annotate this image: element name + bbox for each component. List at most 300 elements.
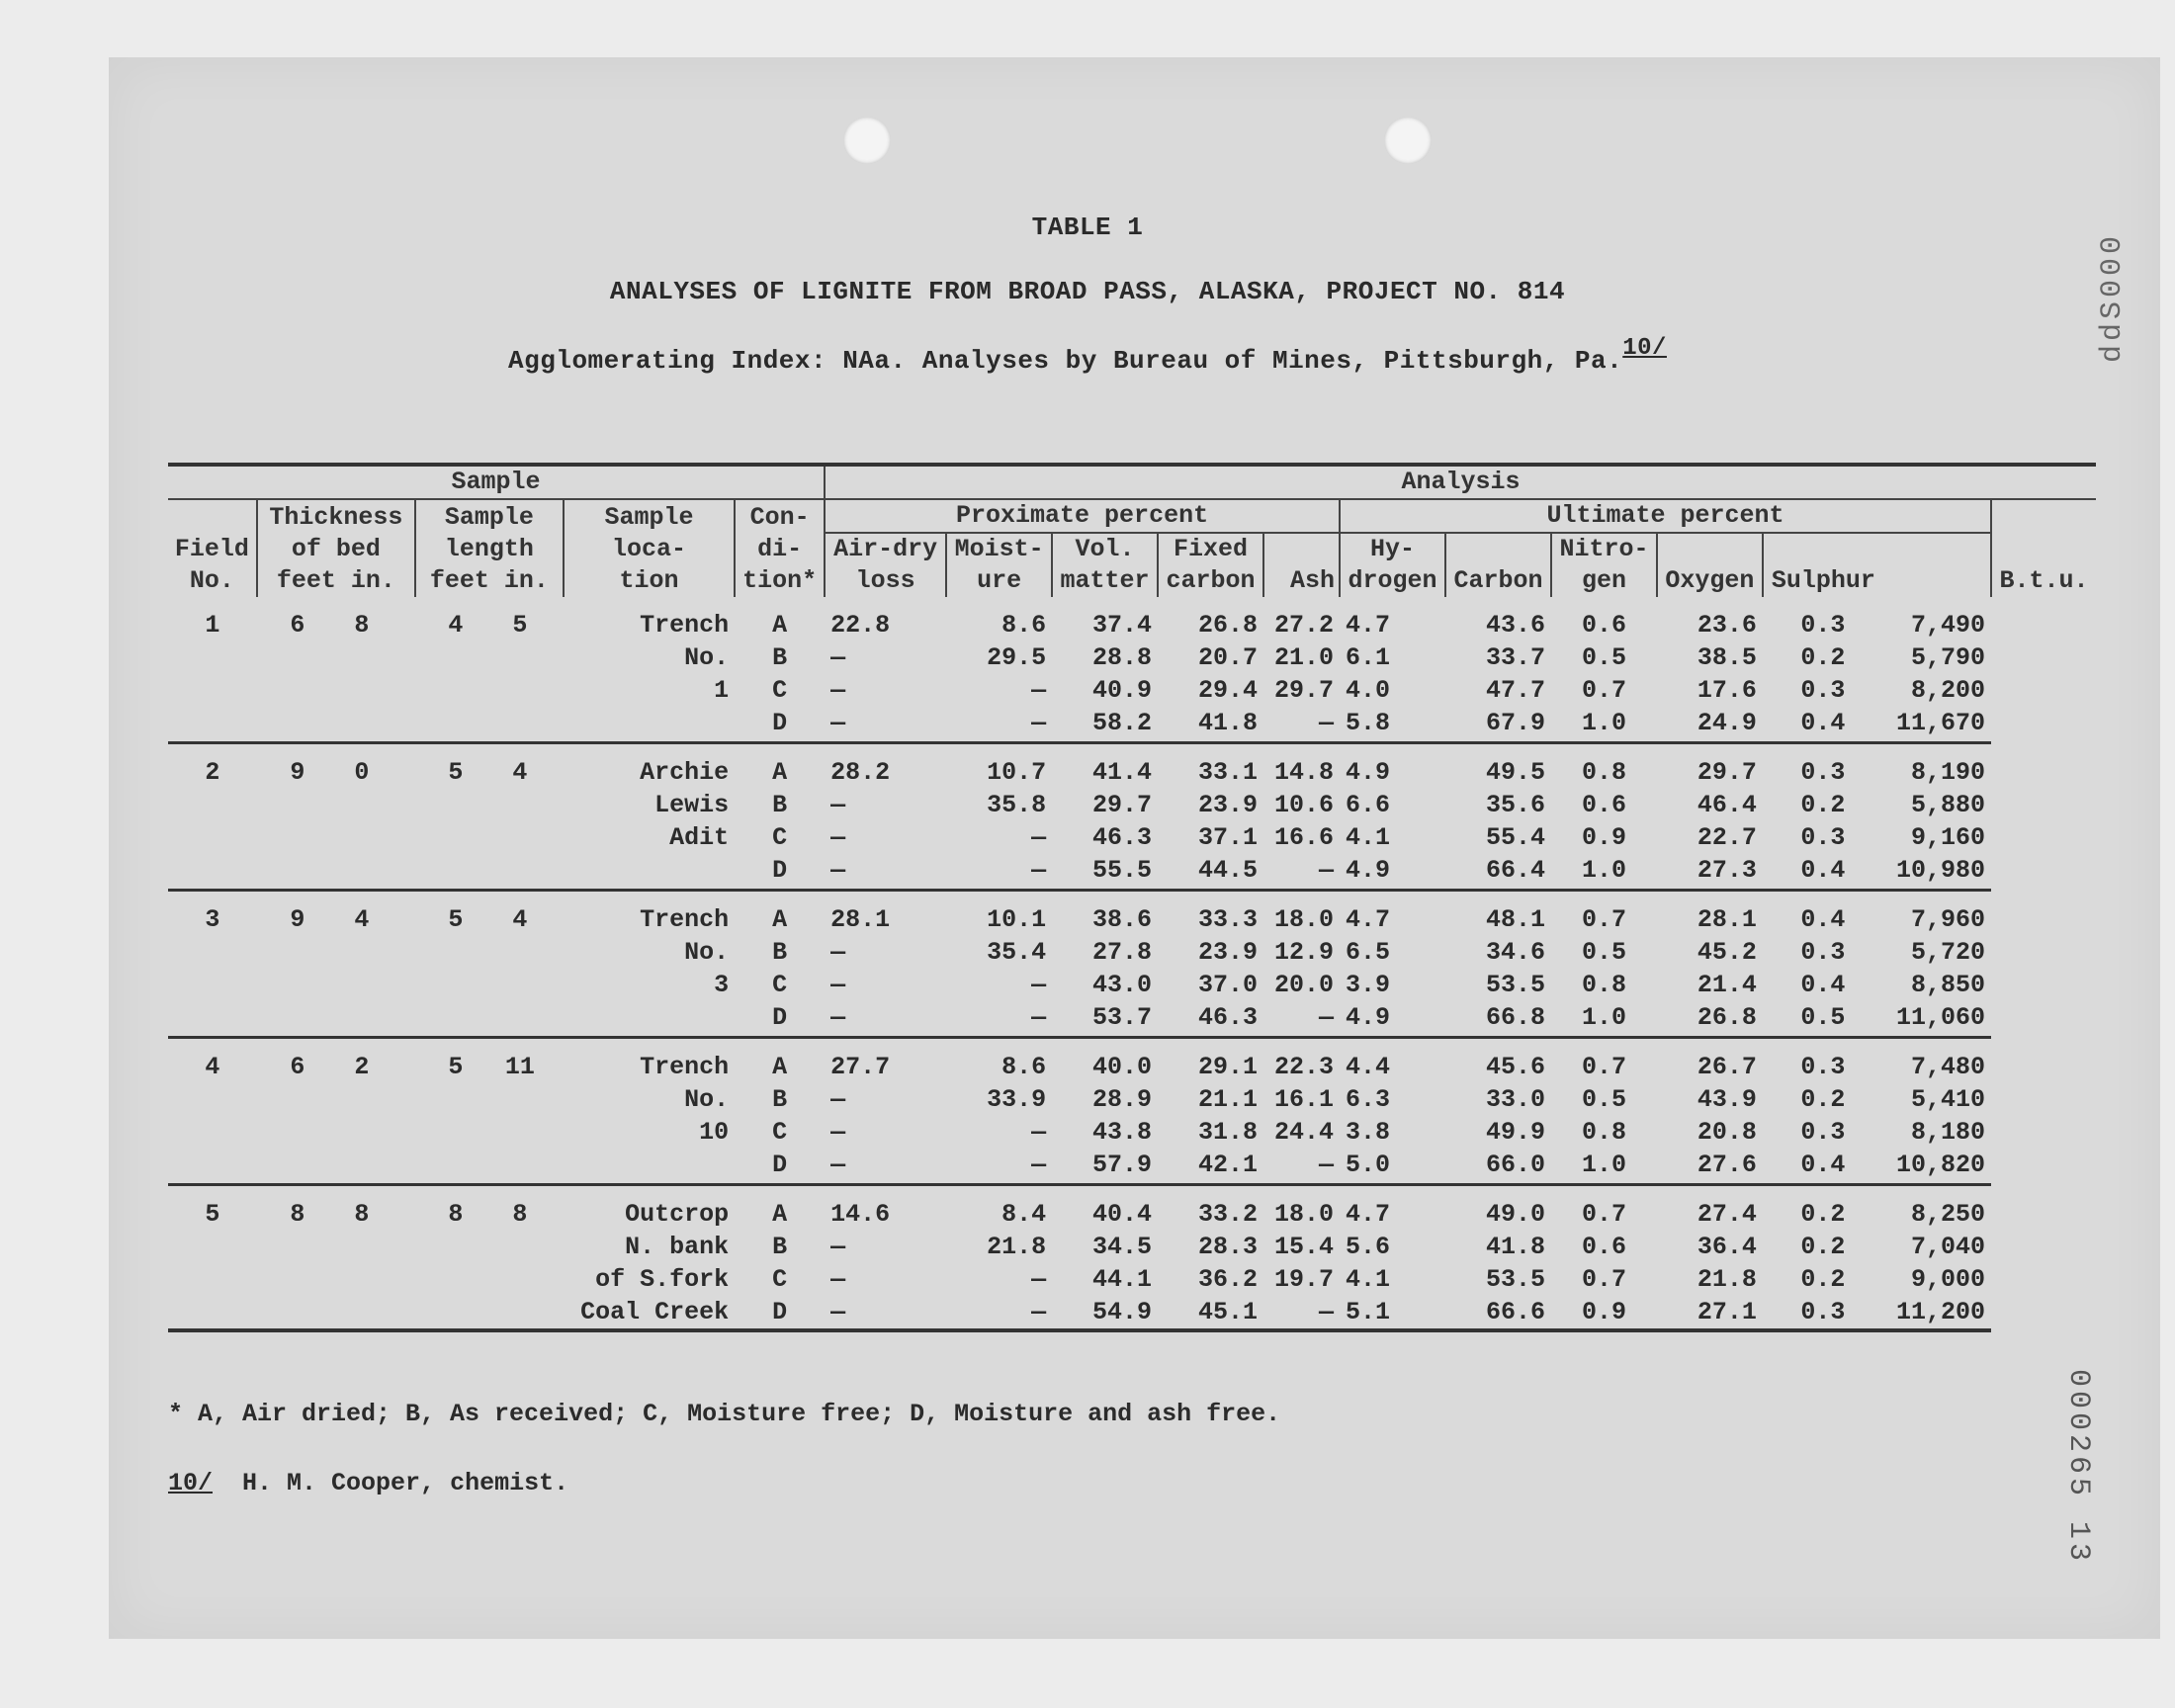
oxygen-cell: 26.8 (1657, 1001, 1763, 1038)
thickness-cell-feet: 8 (290, 1200, 305, 1229)
location-cell: Trench (640, 611, 730, 640)
btu-cell: 9,160 (1910, 823, 1985, 852)
nitrogen-cell: 0.5 (1581, 643, 1626, 672)
ash-cell: 18.0 (1274, 1200, 1335, 1229)
thickness-cell (257, 674, 415, 707)
condition-cell: D (735, 1296, 825, 1330)
condition-cell: C (772, 971, 788, 999)
length-cell-inches: 5 (512, 611, 528, 640)
carbon-cell: 43.6 (1485, 611, 1545, 640)
punch-hole (843, 117, 891, 164)
nitrogen-cell: 0.5 (1581, 938, 1626, 967)
hydrogen-cell: 5.6 (1346, 1233, 1391, 1261)
col-nitrogen-header: Nitro- gen (1551, 533, 1657, 597)
vol-matter-cell: 58.2 (1052, 707, 1158, 743)
carbon-cell: 33.0 (1485, 1085, 1545, 1114)
thickness-cell (257, 641, 415, 674)
sulphur-cell: 0.3 (1800, 758, 1846, 787)
vol-matter-cell: 28.8 (1092, 643, 1153, 672)
fixed-carbon-cell: 21.1 (1198, 1085, 1259, 1114)
airdry-cell: — (830, 1265, 846, 1294)
btu-cell: 8,180 (1910, 1118, 1985, 1147)
length-cell (415, 597, 564, 641)
field-no-cell (168, 969, 257, 1001)
location-cell: Coal Creek (564, 1296, 735, 1330)
airdry-cell: — (830, 938, 846, 967)
carbon-cell: 41.8 (1485, 1233, 1545, 1261)
carbon-cell: 66.6 (1445, 1296, 1551, 1330)
sulphur-cell: 0.3 (1800, 823, 1846, 852)
field-no-cell (168, 1083, 257, 1116)
field-no-cell: 2 (205, 758, 220, 787)
ash-cell: — (1263, 1001, 1340, 1038)
field-no-cell: 3 (205, 905, 220, 934)
thickness-cell-feet: 9 (290, 905, 305, 934)
fixed-carbon-cell: 33.3 (1198, 905, 1259, 934)
carbon-cell: 66.8 (1445, 1001, 1551, 1038)
location-cell: N. bank (625, 1233, 730, 1261)
fixed-carbon-cell: 20.7 (1198, 643, 1259, 672)
thickness-cell (257, 1231, 415, 1263)
sulphur-cell: 0.3 (1800, 1053, 1846, 1081)
moisture-cell: — (946, 707, 1052, 743)
btu-cell: 8,250 (1910, 1200, 1985, 1229)
ash-cell: — (1263, 1149, 1340, 1185)
moisture-cell: — (946, 1296, 1052, 1330)
vol-matter-cell: 43.8 (1092, 1118, 1153, 1147)
airdry-cell: — (830, 1085, 846, 1114)
sulphur-cell: 0.5 (1763, 1001, 1883, 1038)
condition-cell: A (772, 1053, 788, 1081)
ash-cell: 14.8 (1274, 758, 1335, 787)
length-cell (415, 1296, 564, 1330)
analysis-table-body (168, 597, 2096, 1330)
thickness-cell-feet: 6 (290, 1053, 305, 1081)
ash-cell: 24.4 (1274, 1118, 1335, 1147)
col-airdry-header: Air-dry loss (825, 533, 946, 597)
length-cell-inches: 4 (512, 758, 528, 787)
sulphur-cell: 0.4 (1763, 1149, 1883, 1185)
nitrogen-cell: 0.8 (1581, 758, 1626, 787)
length-cell-feet: 5 (448, 758, 464, 787)
btu-cell: 8,200 (1910, 676, 1985, 705)
thickness-cell (257, 743, 415, 790)
btu-cell: 5,790 (1910, 643, 1985, 672)
airdry-cell: — (830, 823, 846, 852)
condition-cell: B (772, 938, 788, 967)
field-no-cell (168, 821, 257, 854)
ash-cell: 20.0 (1274, 971, 1335, 999)
location-cell: of S.fork (595, 1265, 730, 1294)
ash-cell: 16.6 (1274, 823, 1335, 852)
location-cell: Trench (640, 905, 730, 934)
sulphur-cell: 0.2 (1800, 643, 1846, 672)
chemist-footnote-ref: 10/ (168, 1469, 214, 1497)
vol-matter-cell: 55.5 (1052, 854, 1158, 891)
moisture-cell: 33.9 (987, 1085, 1047, 1114)
thickness-cell-inches: 2 (354, 1053, 370, 1081)
location-cell: Trench (640, 1053, 730, 1081)
ash-cell: — (1263, 1296, 1340, 1330)
field-no-cell (168, 674, 257, 707)
condition-cell: D (735, 1001, 825, 1038)
fixed-carbon-cell: 23.9 (1198, 791, 1259, 819)
hydrogen-cell: 5.0 (1340, 1149, 1445, 1185)
carbon-cell: 49.0 (1485, 1200, 1545, 1229)
table-title: TABLE 1 (1031, 213, 1144, 242)
table-row (168, 969, 2096, 1001)
field-no-cell (168, 1231, 257, 1263)
length-cell (415, 1185, 564, 1232)
airdry-cell: 27.7 (830, 1053, 891, 1081)
btu-cell: 7,490 (1910, 611, 1985, 640)
hydrogen-cell: 4.4 (1346, 1053, 1391, 1081)
carbon-cell: 34.6 (1485, 938, 1545, 967)
btu-cell: 5,880 (1910, 791, 1985, 819)
table-row (168, 1263, 2096, 1296)
btu-cell: 10,980 (1883, 854, 1991, 891)
ash-cell: 10.6 (1274, 791, 1335, 819)
col-length-header: Sample length feet in. (415, 499, 564, 597)
field-no-cell (168, 936, 257, 969)
length-cell (415, 969, 564, 1001)
thickness-cell (257, 1149, 415, 1185)
thickness-cell (257, 789, 415, 821)
field-no-cell (168, 707, 257, 743)
fixed-carbon-cell: 37.1 (1198, 823, 1259, 852)
table-row (168, 597, 2096, 641)
nitrogen-cell: 0.9 (1551, 1296, 1657, 1330)
chemist-name: H. M. Cooper, chemist. (242, 1469, 569, 1497)
airdry-cell: — (830, 1118, 846, 1147)
moisture-cell: 10.1 (987, 905, 1047, 934)
vol-matter-cell: 28.9 (1092, 1085, 1153, 1114)
length-cell (415, 743, 564, 790)
fixed-carbon-cell: 26.8 (1198, 611, 1259, 640)
fixed-carbon-cell: 41.8 (1158, 707, 1263, 743)
ash-cell: 16.1 (1274, 1085, 1335, 1114)
vol-matter-cell: 38.6 (1092, 905, 1153, 934)
oxygen-cell: 46.4 (1696, 791, 1757, 819)
condition-cell: A (772, 758, 788, 787)
condition-cell: B (772, 643, 788, 672)
table-row (168, 707, 2096, 743)
moisture-cell: 29.5 (987, 643, 1047, 672)
source-text: Agglomerating Index: NAa. Analyses by Bureau of Mines, Pittsburgh, Pa. (508, 346, 1623, 376)
btu-cell: 7,480 (1910, 1053, 1985, 1081)
oxygen-cell: 38.5 (1696, 643, 1757, 672)
table-row (168, 1116, 2096, 1149)
nitrogen-cell: 0.8 (1581, 971, 1626, 999)
fixed-carbon-cell: 46.3 (1158, 1001, 1263, 1038)
field-no-cell: 4 (205, 1053, 220, 1081)
ultimate-header: Ultimate percent (1340, 499, 1991, 533)
btu-cell: 11,670 (1883, 707, 1991, 743)
carbon-cell: 47.7 (1485, 676, 1545, 705)
sulphur-cell: 0.3 (1800, 676, 1846, 705)
nitrogen-cell: 1.0 (1551, 1149, 1657, 1185)
punch-hole (1384, 117, 1432, 164)
fixed-carbon-cell: 42.1 (1158, 1149, 1263, 1185)
airdry-cell: — (825, 854, 946, 891)
thickness-cell (257, 969, 415, 1001)
vol-matter-cell: 44.1 (1092, 1265, 1153, 1294)
condition-cell: A (772, 1200, 788, 1229)
oxygen-cell: 22.7 (1696, 823, 1757, 852)
condition-cell: D (735, 1149, 825, 1185)
col-field-header: Field No. (174, 535, 249, 595)
thickness-cell (257, 1185, 415, 1232)
carbon-cell: 67.9 (1445, 707, 1551, 743)
location-cell: Outcrop (625, 1200, 730, 1229)
location-cell: Archie (640, 758, 730, 787)
length-cell (415, 789, 564, 821)
footnote-ref: 10/ (1622, 335, 1667, 362)
btu-cell: 8,190 (1910, 758, 1985, 787)
hydrogen-cell: 4.9 (1340, 1001, 1445, 1038)
length-cell-inches: 11 (504, 1053, 535, 1081)
nitrogen-cell: 0.9 (1581, 823, 1626, 852)
col-location-header: Sample loca- tion (564, 499, 735, 597)
fixed-carbon-cell: 29.1 (1198, 1053, 1259, 1081)
moisture-cell: — (1031, 676, 1047, 705)
nitrogen-cell: 0.6 (1581, 1233, 1626, 1261)
vol-matter-cell: 40.4 (1092, 1200, 1153, 1229)
hydrogen-cell: 6.1 (1346, 643, 1391, 672)
hydrogen-cell: 6.3 (1346, 1085, 1391, 1114)
nitrogen-cell: 0.8 (1581, 1118, 1626, 1147)
fixed-carbon-cell: 44.5 (1158, 854, 1263, 891)
analysis-table (168, 463, 2096, 1332)
moisture-cell: 8.6 (1001, 1053, 1047, 1081)
location-cell (564, 707, 735, 743)
condition-cell: D (735, 707, 825, 743)
thickness-cell (257, 891, 415, 937)
oxygen-cell: 23.6 (1696, 611, 1757, 640)
col-hydrogen-header: Hy- drogen (1340, 533, 1445, 597)
ash-cell: 19.7 (1274, 1265, 1335, 1294)
moisture-cell: — (1031, 1265, 1047, 1294)
carbon-cell: 48.1 (1485, 905, 1545, 934)
condition-cell: B (772, 791, 788, 819)
fixed-carbon-cell: 31.8 (1198, 1118, 1259, 1147)
hydrogen-cell: 4.1 (1346, 1265, 1391, 1294)
thickness-cell-inches: 4 (354, 905, 370, 934)
vol-matter-cell: 34.5 (1092, 1233, 1153, 1261)
fixed-carbon-cell: 33.1 (1198, 758, 1259, 787)
airdry-cell: — (830, 1233, 846, 1261)
table-row (168, 1149, 2096, 1185)
thickness-cell (257, 707, 415, 743)
condition-cell: A (772, 905, 788, 934)
length-cell (415, 1116, 564, 1149)
length-cell-feet: 5 (448, 905, 464, 934)
moisture-cell: — (946, 854, 1052, 891)
hydrogen-cell: 4.0 (1346, 676, 1391, 705)
col-btu-header: B.t.u. (1991, 499, 2096, 597)
col-carbon-header: Carbon (1445, 533, 1551, 597)
sulphur-cell: 0.3 (1800, 938, 1846, 967)
btu-cell: 5,410 (1910, 1085, 1985, 1114)
location-cell (564, 854, 735, 891)
condition-cell: B (772, 1233, 788, 1261)
carbon-cell: 66.4 (1445, 854, 1551, 891)
oxygen-cell: 24.9 (1657, 707, 1763, 743)
table-row (168, 1185, 2096, 1232)
airdry-cell: — (825, 707, 946, 743)
hydrogen-cell: 4.9 (1346, 758, 1391, 787)
hydrogen-cell: 4.7 (1346, 905, 1391, 934)
col-sulphur-header: Sulphur (1763, 533, 1883, 597)
moisture-cell: — (1031, 823, 1047, 852)
col-moisture-header: Moist- ure (946, 533, 1052, 597)
chemist-footnote (168, 1469, 568, 1497)
table-row (168, 674, 2096, 707)
airdry-cell: — (830, 971, 846, 999)
nitrogen-cell: 0.7 (1581, 676, 1626, 705)
carbon-cell: 66.0 (1445, 1149, 1551, 1185)
col-ash-header: Ash (1263, 533, 1340, 597)
length-cell (415, 821, 564, 854)
condition-cell: C (772, 1118, 788, 1147)
col-oxygen-header: Oxygen (1657, 533, 1763, 597)
fixed-carbon-cell: 28.3 (1198, 1233, 1259, 1261)
nitrogen-cell: 0.7 (1581, 905, 1626, 934)
table-row (168, 936, 2096, 969)
oxygen-cell: 27.6 (1657, 1149, 1763, 1185)
fixed-carbon-cell: 33.2 (1198, 1200, 1259, 1229)
btu-cell: 7,040 (1910, 1233, 1985, 1261)
condition-cell: C (772, 823, 788, 852)
nitrogen-cell: 1.0 (1551, 1001, 1657, 1038)
field-no-cell: 1 (205, 611, 220, 640)
table-row (168, 743, 2096, 790)
sulphur-cell: 0.4 (1800, 905, 1846, 934)
carbon-cell: 53.5 (1485, 971, 1545, 999)
sulphur-cell: 0.2 (1800, 1200, 1846, 1229)
moisture-cell: 8.6 (1001, 611, 1047, 640)
thickness-cell-inches: 8 (354, 611, 370, 640)
thickness-cell (257, 1263, 415, 1296)
thickness-cell (257, 597, 415, 641)
field-no-cell (168, 789, 257, 821)
carbon-cell: 35.6 (1485, 791, 1545, 819)
hydrogen-cell: 4.9 (1340, 854, 1445, 891)
field-no-cell (168, 1296, 257, 1330)
field-no-cell (168, 1116, 257, 1149)
field-no-cell (168, 1263, 257, 1296)
hydrogen-cell: 3.8 (1346, 1118, 1391, 1147)
ash-cell: 29.7 (1274, 676, 1335, 705)
thickness-cell-inches: 0 (354, 758, 370, 787)
ash-cell: 21.0 (1274, 643, 1335, 672)
table-row (168, 1083, 2096, 1116)
nitrogen-cell: 0.6 (1581, 611, 1626, 640)
sulphur-cell: 0.2 (1800, 791, 1846, 819)
col-vol-header: Vol. matter (1052, 533, 1158, 597)
nitrogen-cell: 0.6 (1581, 791, 1626, 819)
location-cell: Adit (669, 823, 730, 852)
vol-matter-cell: 40.0 (1092, 1053, 1153, 1081)
table-row (168, 1231, 2096, 1263)
airdry-cell: — (830, 676, 846, 705)
field-no-cell (168, 1001, 257, 1038)
table-row (168, 891, 2096, 937)
length-cell (415, 891, 564, 937)
thickness-cell-feet: 6 (290, 611, 305, 640)
fixed-carbon-cell: 37.0 (1198, 971, 1259, 999)
table-row (168, 1038, 2096, 1084)
btu-cell: 5,720 (1910, 938, 1985, 967)
thickness-cell (257, 1116, 415, 1149)
table-row (168, 789, 2096, 821)
ash-cell: 22.3 (1274, 1053, 1335, 1081)
col-condition-header: Con- di- tion* (735, 499, 825, 597)
table-row (168, 821, 2096, 854)
condition-cell: A (772, 611, 788, 640)
location-cell (564, 1001, 735, 1038)
vol-matter-cell: 46.3 (1092, 823, 1153, 852)
hydrogen-cell: 6.6 (1346, 791, 1391, 819)
location-cell: No. (684, 643, 730, 672)
oxygen-cell: 21.8 (1696, 1265, 1757, 1294)
vol-matter-cell: 27.8 (1092, 938, 1153, 967)
length-cell (415, 1083, 564, 1116)
airdry-cell: — (830, 791, 846, 819)
nitrogen-cell: 0.7 (1581, 1200, 1626, 1229)
btu-cell: 9,000 (1910, 1265, 1985, 1294)
carbon-cell: 49.5 (1485, 758, 1545, 787)
airdry-cell: 28.1 (830, 905, 891, 934)
location-cell (564, 1149, 735, 1185)
location-cell: No. (684, 938, 730, 967)
thickness-cell (257, 1001, 415, 1038)
oxygen-cell: 29.7 (1696, 758, 1757, 787)
length-cell (415, 936, 564, 969)
fixed-carbon-cell: 45.1 (1158, 1296, 1263, 1330)
fixed-carbon-cell: 29.4 (1198, 676, 1259, 705)
col-fixed-header: Fixed carbon (1158, 533, 1263, 597)
ash-cell: 27.2 (1274, 611, 1335, 640)
ash-cell: — (1263, 707, 1340, 743)
archive-stamp-top: ddS000 (2096, 232, 2130, 364)
moisture-cell: — (1031, 1118, 1047, 1147)
hydrogen-cell: 4.1 (1346, 823, 1391, 852)
length-cell (415, 854, 564, 891)
moisture-cell: 21.8 (987, 1233, 1047, 1261)
sulphur-cell: 0.4 (1800, 971, 1846, 999)
length-cell (415, 1263, 564, 1296)
condition-cell: D (735, 854, 825, 891)
oxygen-cell: 21.4 (1696, 971, 1757, 999)
field-no-cell (168, 641, 257, 674)
sulphur-cell: 0.3 (1800, 1118, 1846, 1147)
thickness-cell (257, 1296, 415, 1330)
oxygen-cell: 26.7 (1696, 1053, 1757, 1081)
vol-matter-cell: 54.9 (1052, 1296, 1158, 1330)
condition-cell: C (772, 676, 788, 705)
sulphur-cell: 0.4 (1763, 854, 1883, 891)
moisture-cell: — (1031, 971, 1047, 999)
ash-cell: 15.4 (1274, 1233, 1335, 1261)
vol-matter-cell: 41.4 (1092, 758, 1153, 787)
oxygen-cell: 43.9 (1696, 1085, 1757, 1114)
ash-cell: 18.0 (1274, 905, 1335, 934)
nitrogen-cell: 1.0 (1551, 854, 1657, 891)
airdry-cell: 14.6 (830, 1200, 891, 1229)
ash-cell: — (1263, 854, 1340, 891)
thickness-cell (257, 821, 415, 854)
